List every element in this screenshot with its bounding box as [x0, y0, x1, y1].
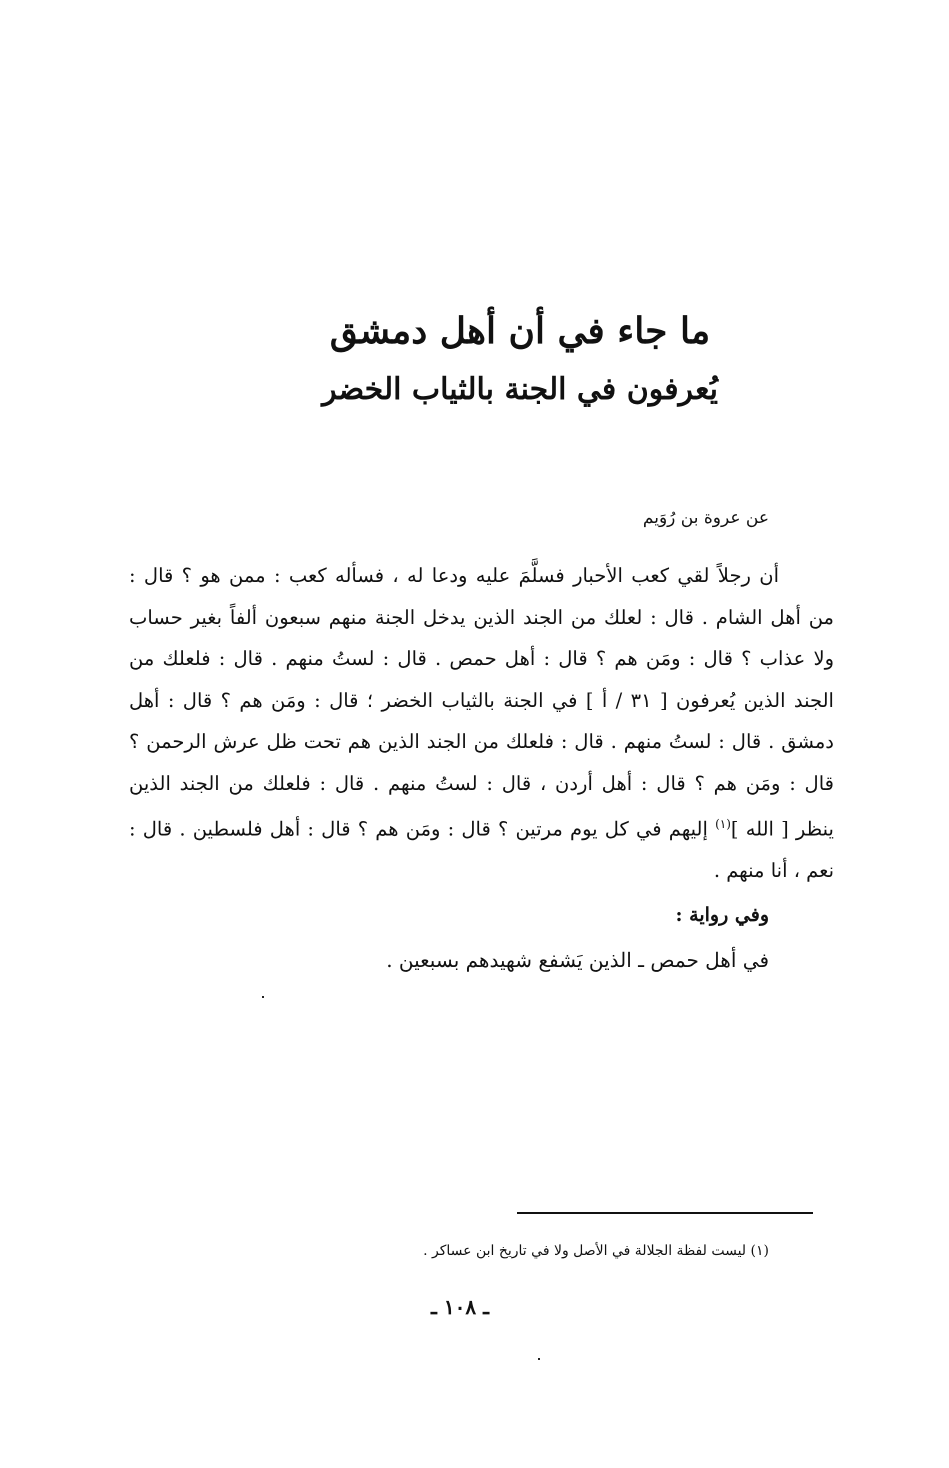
- body-line: دمشق . قال : لستُ منهم . قال : فلعلك من الجند الذين هم تحت ظل عرش الرحمن ؟: [129, 730, 834, 753]
- scan-speck: [538, 1358, 540, 1360]
- body-line-part: ينظر [ الله ]: [730, 817, 834, 841]
- riwaya-text: في أهل حمص ـ الذين يَشفع شهيدهم بسبعين .: [386, 948, 769, 972]
- chapter-title: ما جاء في أن أهل دمشق: [329, 310, 711, 352]
- footnote-divider: [517, 1212, 813, 1214]
- body-line: [129, 804, 834, 850]
- scan-speck: [262, 996, 264, 998]
- riwaya-label: وفي رواية :: [675, 904, 769, 926]
- footnote-marker[interactable]: (١): [715, 817, 731, 831]
- hadith-body: [129, 555, 834, 892]
- footnote: (١) ليست لفظة الجلالة في الأصل ولا في تاريخ ابن عساكر .: [423, 1243, 769, 1259]
- body-line-part: إليهم في كل يوم مرتين ؟ قال : ومَن هم ؟ قال : أهل فلسطين . قال :: [129, 817, 716, 841]
- narrator-line: عن عروة بن رُوَيم: [642, 508, 769, 528]
- body-line: أن رجلاً لقي كعب الأحبار فسلَّمَ عليه ودعا له ، فسأله كعب : ممن هو ؟ قال :: [129, 564, 779, 587]
- body-line: ولا عذاب ؟ قال : ومَن هم ؟ قال : أهل حمص . قال : لستُ منهم . قال : فلعلك من: [129, 647, 834, 670]
- body-line: الجند الذين يُعرفون [ ٣١ / أ ] في الجنة بالثياب الخضر ؛ قال : ومَن هم ؟ قال : أهل: [129, 688, 834, 712]
- body-line: من أهل الشام . قال : لعلك من الجند الذين يدخل الجنة منهم سبعون ألفاً بغير حساب: [129, 605, 834, 629]
- body-line: نعم ، أنا منهم .: [713, 859, 834, 882]
- body-line: قال : ومَن هم ؟ قال : أهل أردن ، قال : لستُ منهم . قال : فلعلك من الجند الذين: [129, 771, 834, 795]
- chapter-subtitle: يُعرفون في الجنة بالثياب الخضر: [322, 372, 718, 407]
- page-number: ـ ١٠٨ ـ: [431, 1295, 489, 1319]
